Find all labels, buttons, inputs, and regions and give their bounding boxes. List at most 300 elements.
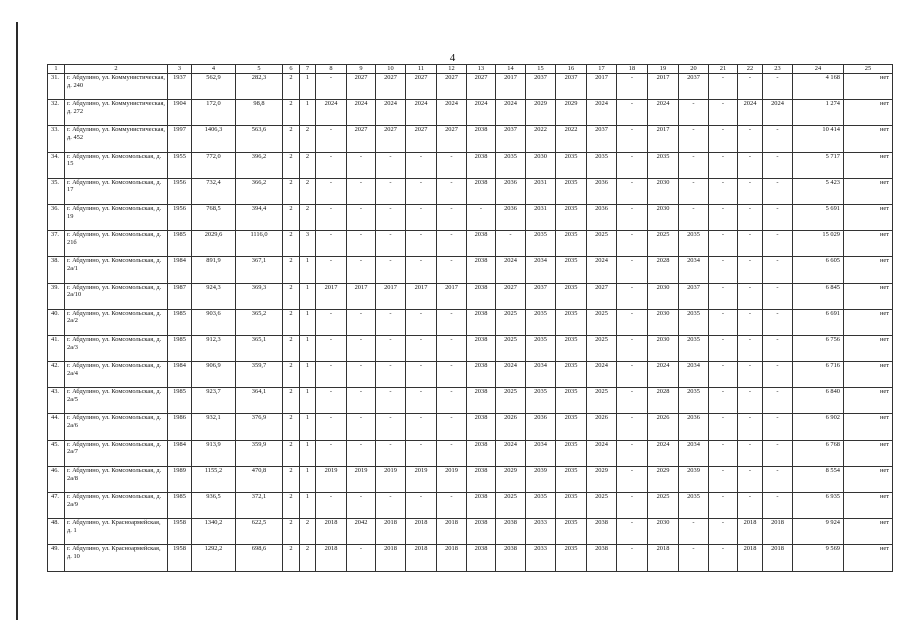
table-cell: -: [347, 309, 376, 335]
table-cell: 932,1: [192, 414, 236, 440]
table-cell: 1292,2: [192, 545, 236, 571]
table-cell: -: [406, 231, 437, 257]
table-cell: 906,9: [192, 362, 236, 388]
table-cell: -: [347, 493, 376, 519]
table-cell: 1: [300, 388, 316, 414]
table-cell: 6 756: [793, 335, 844, 361]
table-cell: 2031: [526, 178, 556, 204]
table-cell: -: [316, 152, 347, 178]
table-cell: 2035: [679, 388, 709, 414]
table-cell: 2037: [679, 74, 709, 100]
table-cell: -: [467, 204, 496, 230]
table-cell: -: [763, 178, 793, 204]
table-row: [48, 309, 893, 335]
table-body: [48, 74, 893, 572]
table-cell: -: [617, 257, 648, 283]
row-number-cell: 33.: [48, 126, 65, 152]
table-cell: 2027: [347, 74, 376, 100]
table-cell: 903,6: [192, 309, 236, 335]
table-cell: нет: [844, 283, 893, 309]
column-header: 9: [347, 65, 376, 74]
table-cell: 2038: [467, 178, 496, 204]
table-cell: -: [738, 74, 763, 100]
table-cell: -: [709, 440, 738, 466]
table-cell: 2036: [587, 178, 617, 204]
table-cell: 2029,6: [192, 231, 236, 257]
table-cell: -: [709, 545, 738, 571]
table-cell: 1956: [168, 178, 192, 204]
table-cell: -: [437, 309, 467, 335]
table-cell: 912,3: [192, 335, 236, 361]
table-cell: 2036: [526, 414, 556, 440]
column-header: 23: [763, 65, 793, 74]
table-cell: 2017: [406, 283, 437, 309]
table-cell: 6 691: [793, 309, 844, 335]
table-cell: -: [376, 493, 406, 519]
table-cell: -: [316, 178, 347, 204]
table-cell: 622,5: [236, 519, 283, 545]
table-cell: 1: [300, 100, 316, 126]
table-cell: -: [376, 231, 406, 257]
table-cell: 2038: [467, 152, 496, 178]
table-cell: 2018: [316, 519, 347, 545]
column-header: 11: [406, 65, 437, 74]
table-cell: -: [763, 414, 793, 440]
table-cell: 2030: [648, 335, 679, 361]
table-cell: -: [763, 335, 793, 361]
table-cell: -: [617, 362, 648, 388]
table-cell: 2033: [526, 519, 556, 545]
table-cell: -: [347, 440, 376, 466]
table-cell: 2037: [526, 283, 556, 309]
table-cell: 2: [283, 204, 300, 230]
table-cell: -: [709, 152, 738, 178]
table-cell: 394,4: [236, 204, 283, 230]
table-cell: -: [763, 440, 793, 466]
table-cell: -: [738, 126, 763, 152]
table-cell: 2035: [526, 388, 556, 414]
table-cell: -: [763, 204, 793, 230]
address-cell: г. Абдулино, ул. Комсомольская, д. 2а/3: [65, 335, 168, 361]
table-cell: 2024: [648, 440, 679, 466]
table-cell: 1937: [168, 74, 192, 100]
table-cell: -: [406, 152, 437, 178]
table-cell: 1984: [168, 257, 192, 283]
table-cell: 2035: [679, 493, 709, 519]
column-header: 5: [236, 65, 283, 74]
address-cell: г. Абдулино, ул. Комсомольская, д. 21б: [65, 231, 168, 257]
table-cell: -: [617, 283, 648, 309]
table-cell: 563,6: [236, 126, 283, 152]
table-cell: -: [763, 74, 793, 100]
table-cell: 4 168: [793, 74, 844, 100]
table-cell: 2038: [467, 362, 496, 388]
table-cell: 2031: [526, 204, 556, 230]
table-row: [48, 519, 893, 545]
row-number-cell: 43.: [48, 388, 65, 414]
table-cell: -: [709, 388, 738, 414]
table-cell: 1985: [168, 493, 192, 519]
table-cell: 2025: [587, 388, 617, 414]
table-cell: -: [437, 440, 467, 466]
table-cell: -: [406, 204, 437, 230]
table-cell: -: [316, 335, 347, 361]
table-cell: 2: [283, 178, 300, 204]
table-cell: 1 274: [793, 100, 844, 126]
table-cell: 2038: [467, 466, 496, 492]
table-cell: 2: [283, 74, 300, 100]
table-cell: 2024: [587, 257, 617, 283]
table-cell: -: [763, 309, 793, 335]
table-cell: 2025: [648, 493, 679, 519]
table-cell: -: [738, 335, 763, 361]
table-cell: 2034: [679, 257, 709, 283]
table-cell: 2027: [437, 126, 467, 152]
table-row: [48, 466, 893, 492]
table-cell: -: [763, 152, 793, 178]
table-cell: 2024: [738, 100, 763, 126]
table-cell: 2024: [347, 100, 376, 126]
table-cell: 2035: [679, 231, 709, 257]
table-cell: -: [617, 414, 648, 440]
table-cell: 2024: [587, 440, 617, 466]
table-cell: 2038: [467, 335, 496, 361]
table-cell: 2038: [467, 414, 496, 440]
table-cell: 2018: [406, 519, 437, 545]
table-cell: 2024: [496, 100, 526, 126]
table-cell: 359,9: [236, 440, 283, 466]
housing-registry-table: [47, 64, 893, 572]
table-cell: -: [679, 100, 709, 126]
column-header: 25: [844, 65, 893, 74]
table-cell: 2035: [496, 152, 526, 178]
table-cell: 2022: [526, 126, 556, 152]
table-cell: 369,3: [236, 283, 283, 309]
table-cell: 2038: [587, 545, 617, 571]
table-cell: 9 569: [793, 545, 844, 571]
table-cell: -: [347, 152, 376, 178]
table-cell: 15 029: [793, 231, 844, 257]
table-cell: 2024: [587, 362, 617, 388]
table-cell: 6 935: [793, 493, 844, 519]
row-number-cell: 39.: [48, 283, 65, 309]
table-cell: 2017: [648, 74, 679, 100]
table-cell: -: [437, 152, 467, 178]
address-cell: г. Абдулино, ул. Комсомольская, д. 15: [65, 152, 168, 178]
table-cell: 913,9: [192, 440, 236, 466]
table-cell: 2035: [556, 283, 587, 309]
table-cell: 2019: [437, 466, 467, 492]
table-cell: 364,1: [236, 388, 283, 414]
table-cell: -: [347, 335, 376, 361]
table-cell: 1: [300, 257, 316, 283]
table-cell: -: [738, 388, 763, 414]
table-cell: 2037: [526, 74, 556, 100]
table-cell: 2028: [648, 388, 679, 414]
table-cell: 2027: [496, 283, 526, 309]
table-cell: 2017: [648, 126, 679, 152]
table-cell: 2027: [406, 126, 437, 152]
table-cell: 1: [300, 440, 316, 466]
table-cell: 2: [283, 493, 300, 519]
table-cell: 2025: [496, 388, 526, 414]
table-cell: 2017: [437, 283, 467, 309]
table-cell: -: [406, 362, 437, 388]
table-cell: 5 691: [793, 204, 844, 230]
address-cell: г. Абдулино, ул. Красноармейская, д. 1: [65, 519, 168, 545]
table-row: [48, 283, 893, 309]
table-cell: 2038: [587, 519, 617, 545]
table-cell: 2024: [406, 100, 437, 126]
table-cell: -: [376, 257, 406, 283]
table-cell: 772,0: [192, 152, 236, 178]
table-cell: -: [763, 362, 793, 388]
table-cell: 1984: [168, 440, 192, 466]
table-cell: -: [406, 493, 437, 519]
table-cell: 1: [300, 414, 316, 440]
table-cell: -: [763, 493, 793, 519]
table-cell: 2018: [738, 519, 763, 545]
table-cell: -: [617, 388, 648, 414]
table-cell: 2035: [526, 335, 556, 361]
table-cell: 2028: [648, 257, 679, 283]
table-cell: 6 605: [793, 257, 844, 283]
table-cell: 2039: [679, 466, 709, 492]
table-cell: нет: [844, 335, 893, 361]
table-cell: -: [316, 126, 347, 152]
table-cell: нет: [844, 231, 893, 257]
table-cell: 2027: [376, 126, 406, 152]
address-cell: г. Абдулино, ул. Комсомольская, д. 2а/9: [65, 493, 168, 519]
table-cell: -: [738, 178, 763, 204]
table-cell: 2: [300, 152, 316, 178]
table-cell: -: [376, 362, 406, 388]
table-cell: 2017: [347, 283, 376, 309]
table-cell: 2025: [496, 309, 526, 335]
address-cell: г. Абдулино, ул. Комсомольская, д. 2а/6: [65, 414, 168, 440]
table-cell: 2035: [556, 231, 587, 257]
table-cell: 2029: [648, 466, 679, 492]
column-header: 14: [496, 65, 526, 74]
table-cell: 2018: [376, 545, 406, 571]
table-cell: 2017: [316, 283, 347, 309]
table-cell: 2019: [406, 466, 437, 492]
table-cell: -: [376, 309, 406, 335]
table-cell: 2035: [556, 335, 587, 361]
table-cell: нет: [844, 178, 893, 204]
column-header: 12: [437, 65, 467, 74]
table-cell: 1997: [168, 126, 192, 152]
table-cell: нет: [844, 519, 893, 545]
table-cell: 5 717: [793, 152, 844, 178]
table-cell: 1: [300, 335, 316, 361]
table-cell: 6 902: [793, 414, 844, 440]
column-header: 15: [526, 65, 556, 74]
table-cell: 2019: [376, 466, 406, 492]
table-cell: -: [709, 414, 738, 440]
address-cell: г. Абдулино, ул. Комсомольская, д. 2а/1: [65, 257, 168, 283]
table-cell: 1904: [168, 100, 192, 126]
row-number-cell: 44.: [48, 414, 65, 440]
table-row: [48, 414, 893, 440]
table-cell: -: [738, 309, 763, 335]
table-cell: -: [763, 388, 793, 414]
table-cell: 2038: [467, 545, 496, 571]
table-cell: -: [617, 493, 648, 519]
table-cell: -: [763, 257, 793, 283]
column-header: 19: [648, 65, 679, 74]
table-cell: 3: [300, 231, 316, 257]
table-cell: 2018: [406, 545, 437, 571]
table-cell: 2036: [496, 178, 526, 204]
table-cell: 2042: [347, 519, 376, 545]
table-cell: 172,0: [192, 100, 236, 126]
table-cell: 6 768: [793, 440, 844, 466]
table-cell: нет: [844, 362, 893, 388]
table-cell: 372,1: [236, 493, 283, 519]
table-cell: 2030: [648, 519, 679, 545]
table-cell: 1340,2: [192, 519, 236, 545]
table-cell: -: [738, 257, 763, 283]
address-cell: г. Абдулино, ул. Комсомольская, д. 2а/7: [65, 440, 168, 466]
table-cell: -: [763, 466, 793, 492]
table-cell: 2036: [679, 414, 709, 440]
table-cell: -: [617, 519, 648, 545]
column-header: 1: [48, 65, 65, 74]
table-cell: -: [316, 309, 347, 335]
column-header: 13: [467, 65, 496, 74]
address-cell: г. Абдулино, ул. Комсомольская, д. 17: [65, 178, 168, 204]
row-number-cell: 37.: [48, 231, 65, 257]
column-header: 24: [793, 65, 844, 74]
table-cell: -: [376, 388, 406, 414]
table-cell: 2035: [679, 335, 709, 361]
table-cell: 6 845: [793, 283, 844, 309]
table-cell: 2: [283, 545, 300, 571]
table-cell: -: [709, 126, 738, 152]
table-cell: 2035: [556, 257, 587, 283]
table-cell: 2029: [556, 100, 587, 126]
table-cell: 2038: [467, 440, 496, 466]
table-cell: 2027: [406, 74, 437, 100]
table-cell: -: [617, 466, 648, 492]
table-cell: 2038: [467, 126, 496, 152]
table-cell: 2018: [648, 545, 679, 571]
table-cell: 2: [283, 440, 300, 466]
table-cell: 2: [283, 388, 300, 414]
column-header: 4: [192, 65, 236, 74]
table-cell: 470,8: [236, 466, 283, 492]
table-cell: 2034: [679, 362, 709, 388]
table-cell: 1956: [168, 204, 192, 230]
table-cell: 2018: [763, 545, 793, 571]
table-cell: 698,6: [236, 545, 283, 571]
table-cell: -: [679, 152, 709, 178]
table-cell: -: [376, 204, 406, 230]
table-cell: 924,3: [192, 283, 236, 309]
column-header: 21: [709, 65, 738, 74]
table-cell: -: [617, 204, 648, 230]
column-header: 8: [316, 65, 347, 74]
table-cell: 1406,3: [192, 126, 236, 152]
column-header: 10: [376, 65, 406, 74]
table-cell: 2: [283, 466, 300, 492]
table-cell: 1984: [168, 362, 192, 388]
table-cell: 2024: [467, 100, 496, 126]
table-cell: 2018: [763, 519, 793, 545]
table-cell: 2035: [556, 178, 587, 204]
table-cell: 2038: [467, 388, 496, 414]
table-cell: 10 414: [793, 126, 844, 152]
table-cell: 2022: [556, 126, 587, 152]
table-cell: 2019: [347, 466, 376, 492]
table-cell: 2024: [496, 257, 526, 283]
table-cell: 2037: [496, 126, 526, 152]
table-cell: -: [316, 440, 347, 466]
table-cell: -: [709, 178, 738, 204]
table-cell: 2038: [467, 309, 496, 335]
table-row: [48, 493, 893, 519]
table-cell: 2018: [437, 519, 467, 545]
table-cell: -: [709, 204, 738, 230]
table-cell: 2038: [467, 283, 496, 309]
table-cell: -: [679, 519, 709, 545]
table-cell: 2024: [648, 362, 679, 388]
table-cell: 2024: [437, 100, 467, 126]
table-cell: -: [738, 362, 763, 388]
table-cell: 2: [283, 309, 300, 335]
table-cell: -: [406, 335, 437, 361]
table-cell: -: [709, 257, 738, 283]
table-cell: 2: [283, 100, 300, 126]
table-cell: 2017: [496, 74, 526, 100]
table-cell: 2: [283, 257, 300, 283]
table-cell: нет: [844, 388, 893, 414]
table-cell: 2035: [526, 309, 556, 335]
table-cell: 1955: [168, 152, 192, 178]
table-cell: -: [709, 335, 738, 361]
row-number-cell: 45.: [48, 440, 65, 466]
table-cell: -: [709, 466, 738, 492]
table-cell: 2038: [467, 493, 496, 519]
row-number-cell: 47.: [48, 493, 65, 519]
table-cell: 2: [283, 126, 300, 152]
table-cell: -: [316, 257, 347, 283]
row-number-cell: 42.: [48, 362, 65, 388]
table-cell: 2024: [587, 100, 617, 126]
table-cell: -: [679, 204, 709, 230]
row-number-cell: 49.: [48, 545, 65, 571]
table-cell: 2025: [587, 231, 617, 257]
table-cell: 367,1: [236, 257, 283, 283]
row-number-cell: 31.: [48, 74, 65, 100]
table-cell: -: [763, 126, 793, 152]
table-cell: 2035: [648, 152, 679, 178]
table-cell: 1: [300, 309, 316, 335]
table-cell: 2030: [648, 178, 679, 204]
table-cell: 2018: [376, 519, 406, 545]
table-cell: -: [376, 440, 406, 466]
table-cell: 2019: [316, 466, 347, 492]
table-cell: 2026: [648, 414, 679, 440]
table-row: [48, 545, 893, 571]
table-cell: -: [376, 178, 406, 204]
table-cell: 2038: [496, 519, 526, 545]
table-cell: -: [437, 178, 467, 204]
column-header: 16: [556, 65, 587, 74]
table-cell: 2: [283, 152, 300, 178]
table-cell: -: [376, 152, 406, 178]
